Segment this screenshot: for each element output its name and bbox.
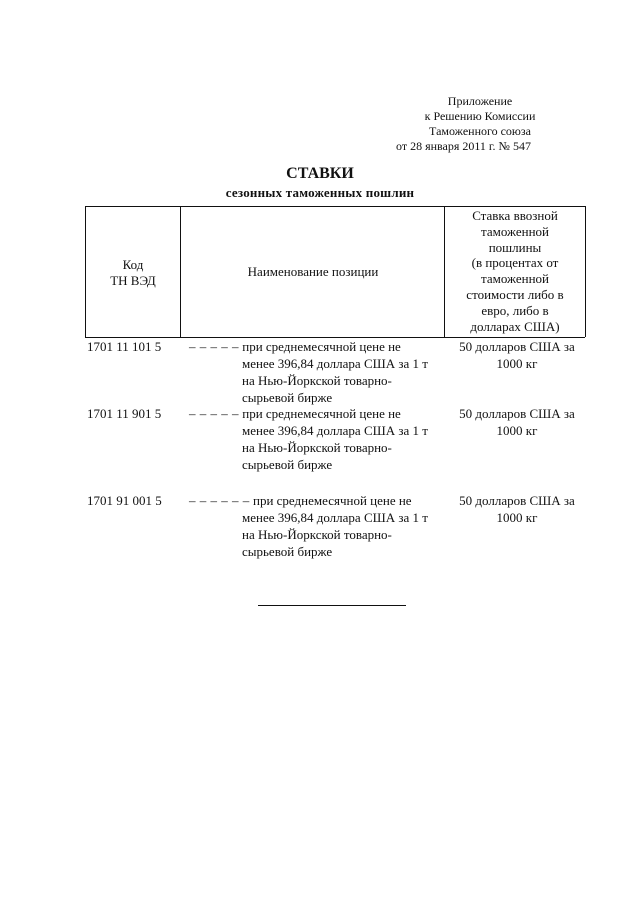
row-rate-line: 50 долларов США за [459,406,575,421]
appendix-block [396,94,560,154]
row-name-line: при среднемесячной цене не [253,493,412,508]
document-title: СТАВКИ [286,165,354,182]
row-name-line: сырьевой бирже [242,390,333,405]
header-code-line: Код [122,257,144,272]
row-name-line: на Нью-Йоркской товарно- [242,373,392,388]
footer-divider [258,605,406,606]
row-name-line: менее 396,84 доллара США за 1 т [242,510,428,525]
row-rate [449,338,585,372]
row-name-line: менее 396,84 доллара США за 1 т [242,356,428,371]
row-name [189,338,447,406]
row-name-line: при среднемесячной цене не [242,406,401,421]
row-rate-line: 50 долларов США за [459,493,575,508]
row-name-line: сырьевой бирже [242,544,333,559]
row-name-line: на Нью-Йоркской товарно- [242,440,392,455]
header-rate-line: долларах США) [470,318,560,334]
row-dash: – – – – – [189,339,239,354]
header-rate-line: Ставка ввозной [472,208,558,223]
row-name-line: сырьевой бирже [242,457,333,472]
table-top-border [85,206,585,207]
appendix-line: Таможенного союза [429,124,531,138]
header-rate-line: евро, либо в [481,302,549,318]
appendix-line: Приложение [447,94,513,108]
table-divider-2 [444,206,445,337]
table-right-border [585,206,586,337]
row-rate-line: 1000 кг [496,423,538,438]
row-name-line: при среднемесячной цене не [242,339,401,354]
header-code-line: ТН ВЭД [110,273,156,288]
header-rate-line: таможенной [481,223,549,239]
header-rate-line: стоимости либо в [466,286,564,302]
row-dash: – – – – – – [189,493,250,508]
table-divider-1 [180,206,181,337]
header-rate-line: (в процентах от [471,255,559,271]
header-rate [446,208,584,334]
row-rate-line: 1000 кг [496,356,538,371]
row-code: 1701 91 001 5 [87,493,162,508]
row-rate-line: 1000 кг [496,510,538,525]
row-name-line: на Нью-Йоркской товарно- [242,527,392,542]
row-name [189,405,447,473]
row-rate [449,492,585,526]
appendix-line: к Решению Комиссии [424,109,536,123]
row-name-line: менее 396,84 доллара США за 1 т [242,423,428,438]
row-name [189,492,447,560]
document-subtitle: сезонных таможенных пошлин [225,185,415,200]
appendix-date: от 28 января 2011 г. № 547 [396,139,531,153]
header-rate-line: таможенной [481,271,549,287]
header-rate-line: пошлины [488,239,542,255]
row-rate-line: 50 долларов США за [459,339,575,354]
row-rate [449,405,585,439]
header-name: Наименование позиции [247,264,379,279]
row-code: 1701 11 101 5 [87,339,162,354]
header-code [86,257,180,289]
row-dash: – – – – – [189,406,239,421]
row-code: 1701 11 901 5 [87,406,162,421]
